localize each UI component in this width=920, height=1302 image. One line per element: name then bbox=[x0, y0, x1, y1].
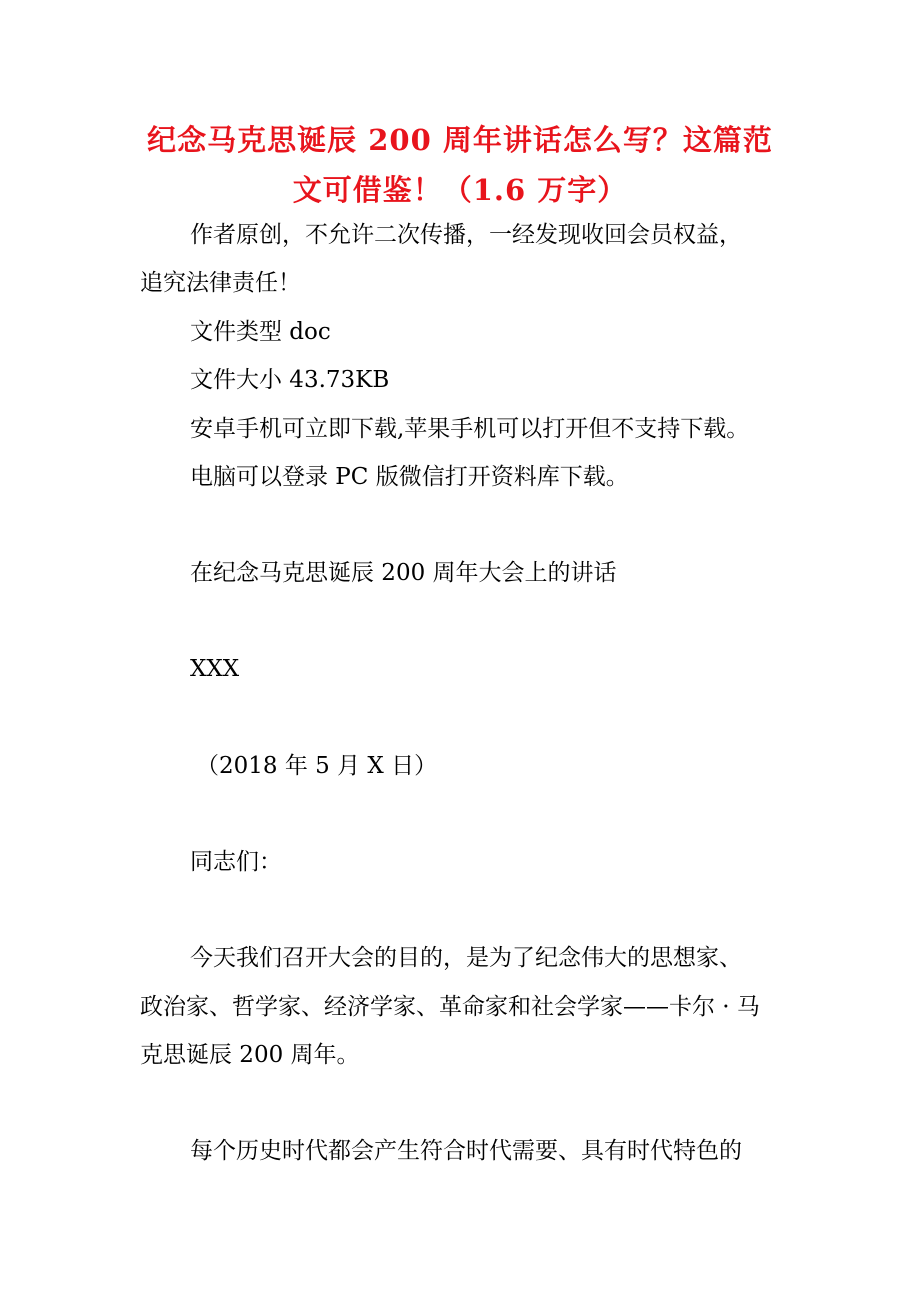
copyright-notice-line-1: 作者原创，不允许二次传播，一经发现收回会员权益， bbox=[190, 222, 742, 248]
greeting: 同志们： bbox=[190, 849, 282, 875]
pc-download-note: 电脑可以登录 PC 版微信打开资料库下载。 bbox=[190, 464, 629, 490]
paragraph-1-line-2: 政治家、哲学家、经济学家、革命家和社会学家——卡尔 · 马 bbox=[140, 994, 760, 1020]
copyright-notice-line-2: 追究法律责任！ bbox=[140, 270, 301, 296]
file-size: 文件大小 43.73KB bbox=[190, 367, 390, 393]
mobile-download-note: 安卓手机可立即下载,苹果手机可以打开但不支持下载。 bbox=[190, 416, 750, 442]
speech-author: XXX bbox=[190, 656, 240, 682]
file-type: 文件类型 doc bbox=[190, 319, 331, 345]
paragraph-2-line-1: 每个历史时代都会产生符合时代需要、具有时代特色的 bbox=[190, 1138, 742, 1164]
document-title-line-1: 纪念马克思诞辰 200 周年讲话怎么写？这篇范 bbox=[147, 123, 773, 157]
speech-title: 在纪念马克思诞辰 200 周年大会上的讲话 bbox=[190, 560, 617, 586]
paragraph-1-line-3: 克思诞辰 200 周年。 bbox=[140, 1042, 360, 1068]
speech-date: （2018 年 5 月 X 日） bbox=[196, 753, 438, 779]
document-title-line-2: 文可借鉴！（1.6 万字） bbox=[292, 173, 628, 207]
paragraph-1-line-1: 今天我们召开大会的目的，是为了纪念伟大的思想家、 bbox=[190, 945, 742, 971]
